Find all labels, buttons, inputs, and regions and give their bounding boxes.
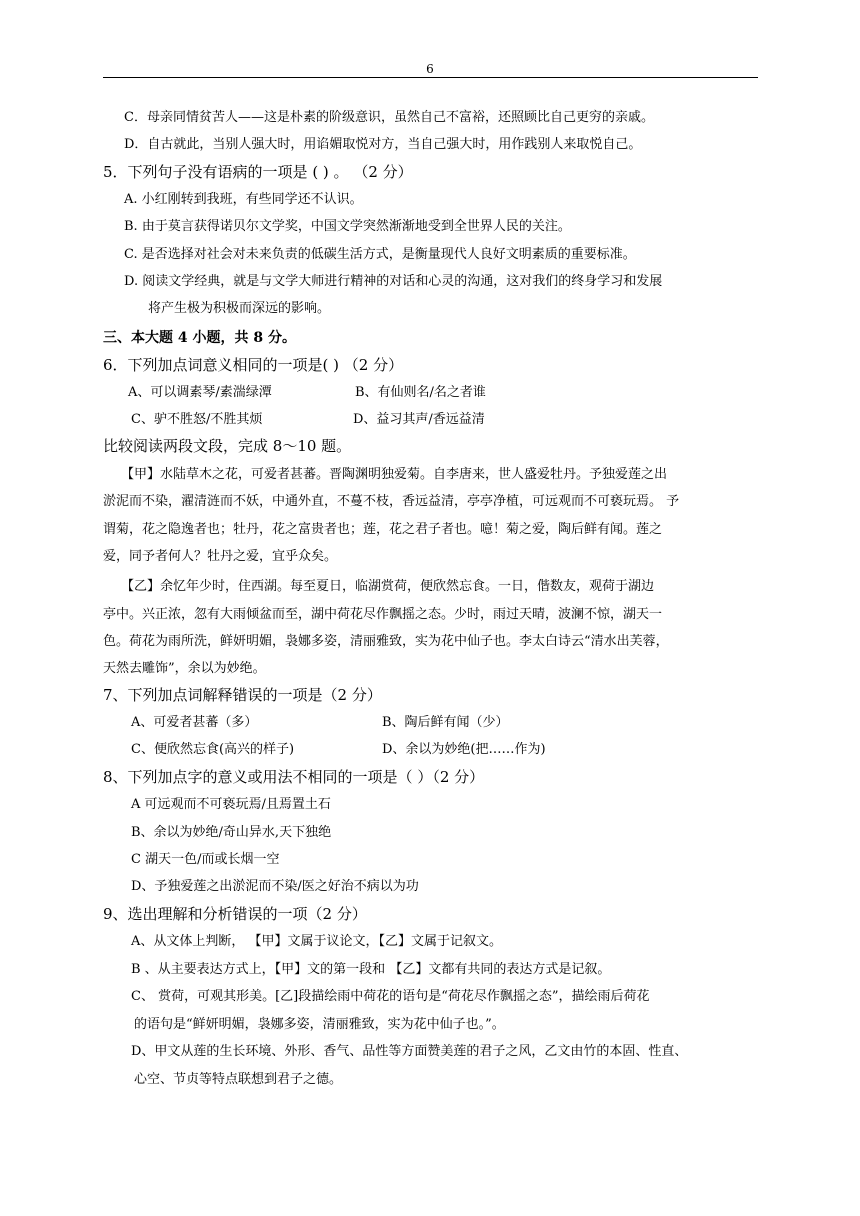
passage-intro: 比较阅读两段文段，完成 8～10 题。	[103, 437, 352, 455]
q7-stem: 7、下列加点词解释错误的一项是（2 分）	[103, 686, 382, 704]
passage-yi-line4: 天然去雕饰”，余以为妙绝。	[103, 661, 266, 676]
q9-option-d-line2: 心空、节贞等特点联想到君子之德。	[134, 1072, 343, 1087]
q4-option-c: C．母亲同情贫苦人——这是朴素的阶级意识，虽然自己不富裕，还照顾比自己更穷的亲戚。	[124, 110, 654, 125]
q8-option-a: A 可远观而不可亵玩焉/且焉置土石	[131, 797, 331, 812]
q8-option-c: C 湖天一色/而或长烟一空	[131, 852, 280, 867]
q6-option-b: B、有仙则名/名之者谁	[355, 385, 486, 400]
passage-yi-line3: 色。荷花为雨所洗，鲜妍明媚，袅娜多姿，清丽雅致，实为花中仙子也。李太白诗云“清水出芙蓉，	[103, 634, 669, 649]
q9-option-c-line1: C、 赏荷，可观其形美。[乙]段描绘雨中荷花的语句是“荷花尽作飘摇之态”，描绘雨后荷花	[131, 989, 650, 1004]
q9-option-b: B 、从主要表达方式上，【甲】文的第一段和 【乙】文都有共同的表达方式是记叙。	[131, 962, 611, 977]
passage-jia-line1: 【甲】水陆草木之花，可爱者甚蕃。晋陶渊明独爱菊。自李唐来，世人盛爱牡丹。予独爱莲之出	[121, 467, 668, 482]
page-number: 6	[426, 62, 434, 76]
q5-option-c: C. 是否选择对社会对未来负责的低碳生活方式，是衡量现代人良好文明素质的重要标准。	[124, 247, 636, 262]
passage-yi-line2: 亭中。兴正浓，忽有大雨倾盆而至，湖中荷花尽作飘摇之态。少时，雨过天晴，波澜不惊，湖天一	[103, 607, 663, 622]
q5-option-d-line1: D. 阅读文学经典，就是与文学大师进行精神的对话和心灵的沟通，这对我们的终身学习和发展	[124, 274, 663, 289]
q4-option-d: D．自古就此，当别人强大时，用谄媚取悦对方，当自己强大时，用作践别人来取悦自己。	[124, 137, 642, 152]
q5-option-b: B. 由于莫言获得诺贝尔文学奖，中国文学突然渐渐地受到全世界人民的关注。	[124, 219, 571, 234]
q9-option-c-line2: 的语句是“鲜妍明媚，袅娜多姿，清丽雅致，实为花中仙子也。”。	[134, 1017, 505, 1032]
q6-option-c: C、驴不胜怒/不胜其烦	[131, 412, 263, 427]
q7-option-d: D、余以为妙绝(把……作为)	[382, 742, 546, 757]
q8-option-b: B、余以为妙绝/奇山异水,天下独绝	[131, 825, 332, 840]
passage-yi-line1: 【乙】余忆年少时，住西湖。每至夏日，临湖赏荷，便欣然忘食。一日，偕数友，观荷于湖边	[121, 579, 655, 594]
q7-option-a: A、可爱者甚蕃（多）	[131, 715, 258, 730]
q7-option-b: B、陶后鲜有闻（少）	[382, 715, 509, 730]
q5-option-d-line2: 将产生极为积极而深远的影响。	[148, 301, 331, 316]
q5-stem: 5．下列句子没有语病的一项是 ( ) 。 （2 分）	[103, 163, 413, 181]
header-rule	[103, 77, 758, 78]
q7-option-c: C、便欣然忘食(高兴的样子)	[131, 742, 295, 757]
q6-stem: 6．下列加点词意义相同的一项是( ) （2 分）	[103, 356, 404, 374]
passage-jia-line4: 爱，同予者何人？牡丹之爱，宜乎众矣。	[103, 549, 338, 564]
passage-jia-line3: 谓菊，花之隐逸者也；牡丹，花之富贵者也；莲，花之君子者也。噫！菊之爱，陶后鲜有闻。莲之	[103, 522, 663, 537]
q8-option-d: D、予独爱莲之出淤泥而不染/医之好治不病以为功	[131, 879, 419, 894]
q6-option-a: A、可以调素琴/素湍绿潭	[128, 385, 272, 400]
q5-option-a: A. 小红刚转到我班，有些同学还不认识。	[124, 192, 363, 207]
q6-option-d: D、益习其声/香远益清	[353, 412, 485, 427]
q8-stem: 8、下列加点字的意义或用法不相同的一项是（ ）（2 分）	[103, 768, 485, 786]
passage-jia-line2: 淤泥而不染，濯清涟而不妖，中通外直，不蔓不枝，香远益清，亭亭净植，可远观而不可亵玩焉。 予	[103, 494, 680, 509]
q9-option-a: A、从文体上判断， 【甲】文属于议论文，【乙】文属于记叙文。	[131, 934, 503, 949]
q9-stem: 9、选出理解和分析错误的一项（2 分）	[103, 905, 367, 923]
q9-option-d-line1: D、甲文从莲的生长环境、外形、香气、品性等方面赞美莲的君子之风，乙文由竹的本固、性直、	[131, 1044, 688, 1059]
section-3-title: 三、本大题 4 小题，共 8 分。	[103, 330, 296, 346]
